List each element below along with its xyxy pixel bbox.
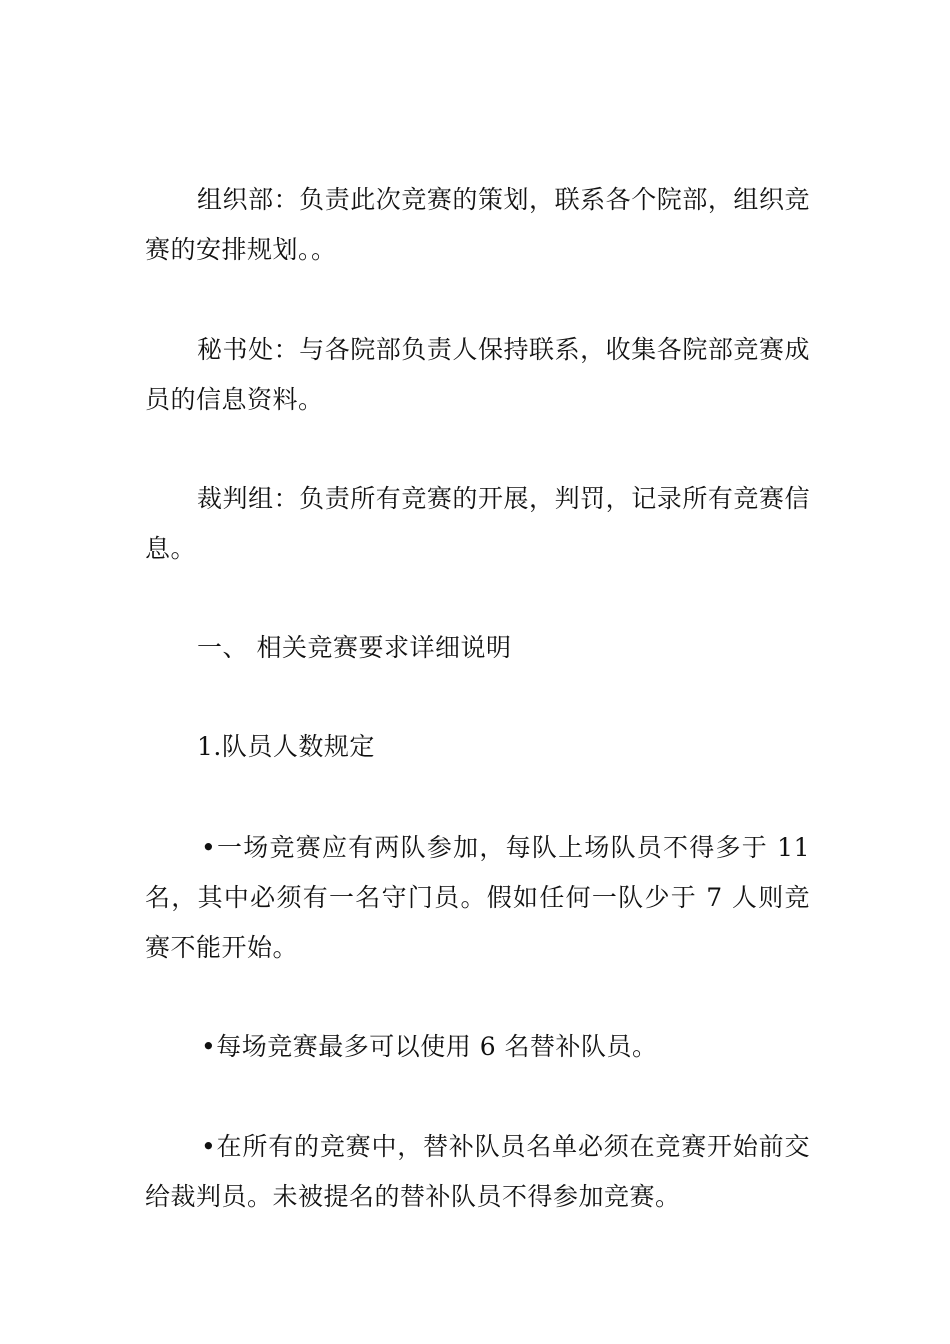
paragraph-secretariat: 秘书处：与各院部负责人保持联系，收集各院部竞赛成员的信息资料。 (145, 335, 810, 414)
section-heading: 一、 相关竞赛要求详细说明 (197, 633, 512, 662)
bullet-item-substitutes-list: •在所有的竞赛中，替补队员名单必须在竞赛开始前交给裁判员。未被提名的替补队员不得参加竞赛。 (145, 1132, 810, 1211)
bullet-item-team-size: •一场竞赛应有两队参加，每队上场队员不得多于 11 名，其中必须有一名守门员。假如任何一队少于 7 人则竞赛不能开始。 (145, 833, 810, 962)
subsection-heading: 1.队员人数规定 (197, 732, 375, 761)
bullet-item-substitutes-count: •每场竞赛最多可以使用 6 名替补队员。 (201, 1032, 658, 1061)
paragraph-organization-dept: 组织部：负责此次竞赛的策划，联系各个院部，组织竞赛的安排规划。。 (145, 185, 810, 264)
paragraph-referee-group: 裁判组：负责所有竞赛的开展，判罚，记录所有竞赛信息。 (145, 484, 810, 563)
